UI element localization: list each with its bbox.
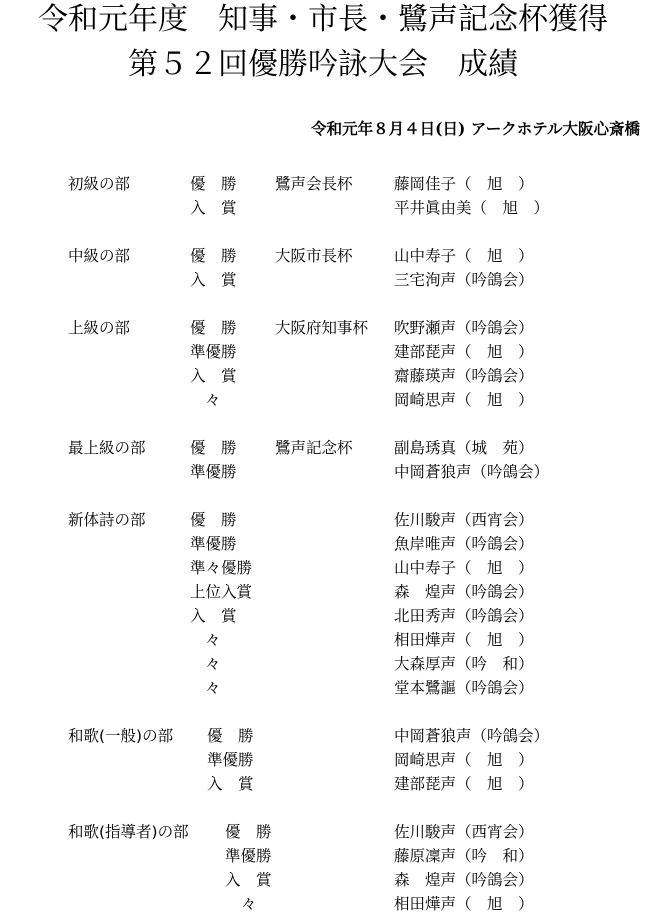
- result-row: [0, 509, 646, 531]
- division-label: 最上級の部: [68, 439, 146, 457]
- result-row: [0, 557, 646, 579]
- place-label: 入 賞: [190, 199, 237, 217]
- winner-name: 建部琵声（ 旭 ）: [394, 775, 534, 793]
- winner-name: 北田秀声（吟鴿会）: [394, 607, 534, 625]
- result-row: [0, 341, 646, 363]
- place-label: 優 勝: [190, 175, 237, 193]
- result-row: [0, 677, 646, 699]
- award-name: 大阪府知事杯: [275, 319, 369, 337]
- winner-name: 森 煌声（吟鴿会）: [394, 871, 534, 889]
- winner-name: 相田燁声（ 旭 ）: [394, 631, 534, 649]
- result-row: [0, 653, 646, 675]
- winner-name: 佐川駿声（西宵会）: [394, 823, 534, 841]
- place-label: 々: [205, 391, 221, 409]
- result-row: [0, 461, 646, 483]
- result-row: [0, 629, 646, 651]
- place-label: 準優勝: [225, 847, 272, 865]
- page-title: 令和元年度 知事・市長・鷺声記念杯獲得: [38, 2, 608, 37]
- winner-name: 佐川駿声（西宵会）: [394, 511, 534, 529]
- winner-name: 山中寿子（ 旭 ）: [394, 247, 534, 265]
- winner-name: 森 煌声（吟鴿会）: [394, 583, 534, 601]
- place-label: 入 賞: [190, 367, 237, 385]
- place-label: 優 勝: [190, 319, 237, 337]
- winner-name: 山中寿子（ 旭 ）: [394, 559, 534, 577]
- place-label: 上位入賞: [190, 583, 253, 601]
- winner-name: 藤岡佳子（ 旭 ）: [394, 175, 534, 193]
- place-label: 優 勝: [190, 439, 237, 457]
- place-label: 々: [241, 895, 257, 913]
- place-label: 準優勝: [207, 751, 254, 769]
- winner-name: 三宅洵声（吟鴿会）: [394, 271, 534, 289]
- division-label: 上級の部: [68, 319, 131, 337]
- result-row: [0, 725, 646, 747]
- result-row: [0, 893, 646, 915]
- winner-name: 魚岸唯声（吟鴿会）: [394, 535, 534, 553]
- result-row: [0, 605, 646, 627]
- winner-name: 藤原凜声（吟 和）: [394, 847, 534, 865]
- place-label: 入 賞: [207, 775, 254, 793]
- result-row: [0, 533, 646, 555]
- place-label: 々: [205, 631, 221, 649]
- result-row: [0, 845, 646, 867]
- winner-name: 岡崎思声（ 旭 ）: [394, 391, 534, 409]
- result-row: [0, 197, 646, 219]
- winner-name: 齋藤瑛声（吟鴿会）: [394, 367, 534, 385]
- result-row: [0, 749, 646, 771]
- place-label: 優 勝: [190, 511, 237, 529]
- winner-name: 中岡蒼狼声（吟鴿会）: [394, 727, 550, 745]
- page-subtitle: 第５２回優勝吟詠大会 成績: [128, 47, 518, 82]
- result-row: [0, 581, 646, 603]
- result-row: [0, 173, 646, 195]
- division-label: 中級の部: [68, 247, 131, 265]
- result-row: [0, 821, 646, 843]
- result-row: [0, 773, 646, 795]
- division-label: 和歌(指導者)の部: [68, 823, 189, 841]
- winner-name: 相田燁声（ 旭 ）: [394, 895, 534, 913]
- result-row: [0, 389, 646, 411]
- award-name: 鷺声記念杯: [275, 439, 353, 457]
- winner-name: 建部琵声（ 旭 ）: [394, 343, 534, 361]
- place-label: 優 勝: [225, 823, 272, 841]
- place-label: 入 賞: [190, 607, 237, 625]
- place-label: 入 賞: [225, 871, 272, 889]
- place-label: 準々優勝: [190, 559, 253, 577]
- result-row: [0, 437, 646, 459]
- result-row: [0, 269, 646, 291]
- place-label: 準優勝: [190, 535, 237, 553]
- division-label: 新体詩の部: [68, 511, 146, 529]
- division-label: 和歌(一般)の部: [68, 727, 174, 745]
- result-row: [0, 869, 646, 891]
- winner-name: 中岡蒼狼声（吟鴿会）: [394, 463, 550, 481]
- place-label: 準優勝: [190, 463, 237, 481]
- winner-name: 副島琇真（城 苑）: [394, 439, 534, 457]
- winner-name: 大森厚声（吟 和）: [394, 655, 534, 673]
- winner-name: 平井眞由美（ 旭 ）: [394, 199, 550, 217]
- place-label: 々: [205, 655, 221, 673]
- place-label: 々: [205, 679, 221, 697]
- result-row: [0, 245, 646, 267]
- result-row: [0, 317, 646, 339]
- award-name: 鷺声会長杯: [275, 175, 353, 193]
- winner-name: 岡崎思声（ 旭 ）: [394, 751, 534, 769]
- date-venue-line: 令和元年８月４日(日) アークホテル大阪心斎橋: [311, 119, 640, 138]
- winner-name: 堂本鷺謳（吟鴿会）: [394, 679, 534, 697]
- award-name: 大阪市長杯: [275, 247, 353, 265]
- result-row: [0, 365, 646, 387]
- winner-name: 吹野瀬声（吟鴿会）: [394, 319, 534, 337]
- division-label: 初級の部: [68, 175, 131, 193]
- place-label: 優 勝: [190, 247, 237, 265]
- place-label: 入 賞: [190, 271, 237, 289]
- place-label: 優 勝: [207, 727, 254, 745]
- place-label: 準優勝: [190, 343, 237, 361]
